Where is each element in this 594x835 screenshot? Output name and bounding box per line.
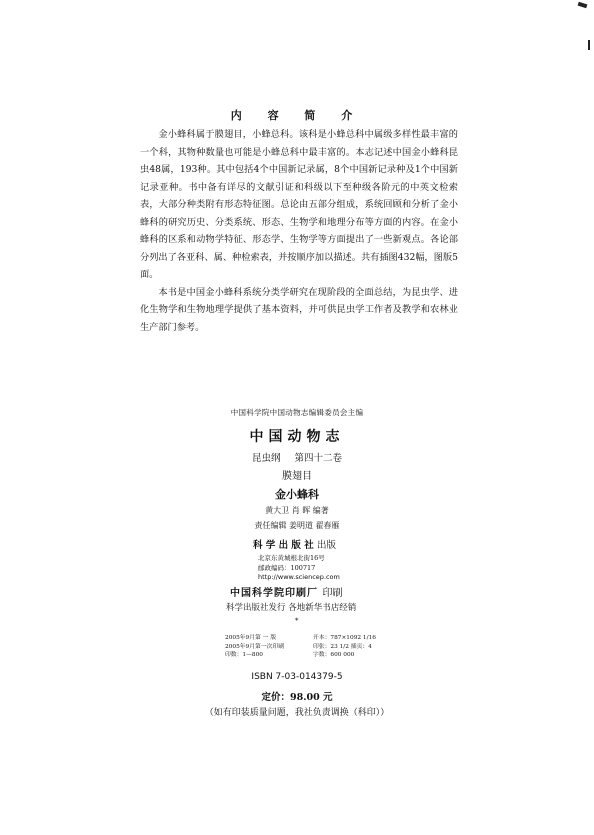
volume-line [0,450,594,464]
pub-info-row [225,651,376,660]
pub-info-left: 印数：1—800 [225,652,263,658]
publisher-website: http://www.sciencep.com [258,573,340,581]
printer-name: 中国科学院印刷厂 [230,588,318,599]
order-name: 膜翅目 [282,471,312,482]
publisher-name: 科 学 出 版 社 [253,540,314,551]
intro-paragraph: 金小蜂科属于膜翅目，小蜂总科。该科是小蜂总科中属级多样性最丰富的一个科，其物种数量也可能是小蜂总科中最丰富的。本志记述中国金小蜂科昆虫48属，193种。其中包括4个中国新记录属，8个中国新记录种及1个中国新记录亚种。书中备有详尽的文献引证和科级以下至种级各阶元的中英文检索表，大部分种类附有形态特征图。总论由五部分组成，系统回顾和分析了金小蜂科的研究历史、分类系统、形态、生物学和地理分布等方面的内容。在金小蜂科的区系和动物学特征、形态学、生物学等方面提出了一些新观点。各论部分列出了各亚科、属、种检索表，并按顺序加以描述。共有插图432幅，图版5面。 [140,129,458,280]
scan-speck [578,2,588,9]
family-name: 金小蜂科 [275,488,319,501]
pub-info-left: 2005年9月第 一 版 [225,635,277,641]
pub-info-row [225,643,376,652]
publisher-suffix: 出版 [317,540,337,551]
printer [230,584,342,599]
publisher [253,537,336,551]
pub-info-left: 2005年9月第一次印刷 [225,643,285,650]
authors: 黄大卫 肖 晖 编著 [265,506,329,515]
separator-star: * [295,617,299,625]
quality-notice: （如有印装质量问题，我社负责调换（科印）） [204,708,390,718]
distribution: 科学出版社发行 各地新华书店经销 [226,603,357,613]
intro-paragraph: 本书是中国金小蜂科系统分类学研究在现阶段的全面总结，为昆虫学、进化生物学和生物地理学提供了基本资料，并可供昆虫学工作者及教学和农林业生产部门参考。 [140,286,458,333]
publication-info [225,634,376,660]
publisher-postcode: 邮政编码：100717 [258,564,316,572]
pub-info-right: 印张：23 1/2 插页：4 [313,643,372,650]
pub-info-right: 开本：787×1092 1/16 [313,635,376,641]
pub-info-right: 字数：600 000 [313,652,355,658]
intro-body [140,126,458,336]
main-title: 中国动物志 [249,429,345,445]
volume-number: 第四十二卷 [294,453,343,464]
price: 定价：98.00 元 [261,692,333,703]
series-editor: 中国科学院中国动物志编辑委员会主编 [230,408,364,417]
class-name: 昆虫纲 [251,453,281,464]
publisher-address: 北京东黄城根北街16号 [258,554,325,562]
pub-info-row [225,634,376,643]
scan-speck [588,40,590,50]
isbn: ISBN 7-03-014379-5 [251,672,343,682]
intro-title: 内 容 简 介 [230,109,364,122]
responsible-editors: 责任编辑 姜明道 翟春雁 [254,521,340,530]
printer-suffix: 印刷 [322,588,343,599]
